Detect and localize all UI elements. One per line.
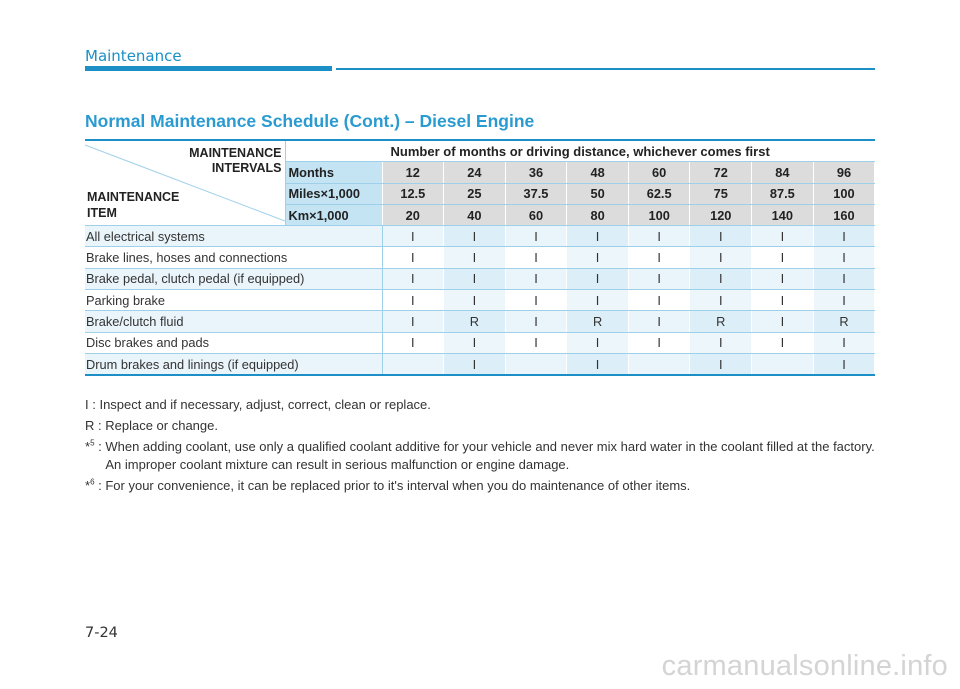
schedule-cell: I [567, 268, 629, 289]
schedule-cell: I [628, 311, 690, 332]
watermark: carmanualsonline.info [661, 650, 948, 682]
schedule-cell: I [752, 332, 814, 353]
legend-note-replace: R : Replace or change. [85, 418, 218, 433]
schedule-cell: I [628, 247, 690, 268]
page-number: 7-24 [85, 625, 118, 641]
item-name: Drum brakes and linings (if equipped) [85, 353, 382, 375]
interval-value: 12.5 [382, 183, 444, 204]
table-corner-cell [85, 140, 285, 226]
schedule-cell: I [382, 226, 444, 247]
schedule-cell: I [813, 226, 875, 247]
schedule-cell: I [813, 268, 875, 289]
header-rule-thick [85, 66, 332, 71]
schedule-cell: I [813, 247, 875, 268]
schedule-cell: I [690, 247, 752, 268]
interval-value: 62.5 [628, 183, 690, 204]
schedule-cell: I [813, 332, 875, 353]
interval-value: 24 [444, 162, 506, 183]
schedule-cell: I [505, 311, 567, 332]
interval-value: 120 [690, 204, 752, 225]
header-rule-thin [336, 68, 875, 70]
schedule-cell: I [567, 332, 629, 353]
schedule-cell: I [505, 332, 567, 353]
table-row [85, 353, 875, 375]
schedule-cell [505, 353, 567, 375]
interval-value: 60 [628, 162, 690, 183]
interval-value: 80 [567, 204, 629, 225]
schedule-cell: I [444, 226, 506, 247]
interval-value: 75 [690, 183, 752, 204]
interval-value: 37.5 [505, 183, 567, 204]
interval-value: 140 [752, 204, 814, 225]
schedule-cell: I [567, 290, 629, 311]
table-row [85, 226, 875, 247]
schedule-cell: I [444, 332, 506, 353]
item-name: All electrical systems [85, 226, 382, 247]
table-row [85, 311, 875, 332]
legend-note-inspect: I : Inspect and if necessary, adjust, correct, clean or replace. [85, 397, 431, 412]
item-name: Brake lines, hoses and connections [85, 247, 382, 268]
schedule-cell: I [752, 311, 814, 332]
interval-span-title: Number of months or driving distance, whichever comes first [285, 140, 875, 162]
schedule-cell: I [690, 226, 752, 247]
interval-value: 160 [813, 204, 875, 225]
schedule-cell: R [813, 311, 875, 332]
item-name: Brake/clutch fluid [85, 311, 382, 332]
schedule-cell: I [567, 247, 629, 268]
interval-unit-label: Km×1,000 [285, 204, 382, 225]
item-name: Parking brake [85, 290, 382, 311]
schedule-cell: I [690, 353, 752, 375]
schedule-cell: I [752, 226, 814, 247]
maintenance-schedule-table [85, 139, 875, 376]
interval-value: 100 [813, 183, 875, 204]
interval-value: 60 [505, 204, 567, 225]
page-title: Normal Maintenance Schedule (Cont.) – Diesel Engine [85, 111, 535, 131]
interval-value: 84 [752, 162, 814, 183]
schedule-cell: R [567, 311, 629, 332]
footnote-5: *$^5$ : When adding coolant, use only a qualified coolant additive for your vehicle and never mix hard water in the coolant filled at the factory. An improper coolant mixture can result in serious malfunction or engine damage. [85, 438, 875, 472]
interval-value: 12 [382, 162, 444, 183]
interval-unit-label: Months [285, 162, 382, 183]
schedule-cell: I [444, 247, 506, 268]
schedule-cell: I [628, 290, 690, 311]
schedule-cell: I [382, 247, 444, 268]
interval-unit-label: Miles×1,000 [285, 183, 382, 204]
interval-value: 100 [628, 204, 690, 225]
schedule-cell: I [382, 290, 444, 311]
schedule-cell: I [628, 268, 690, 289]
legend-notes [85, 396, 875, 498]
schedule-cell: I [690, 268, 752, 289]
schedule-cell: I [567, 353, 629, 375]
schedule-cell: I [505, 268, 567, 289]
schedule-cell: I [444, 268, 506, 289]
interval-value: 72 [690, 162, 752, 183]
footnote-6: *$^6$ : For your convenience, it can be replaced prior to it's interval when you do maintenance of other items. [85, 477, 691, 493]
schedule-cell: R [690, 311, 752, 332]
schedule-cell: I [382, 268, 444, 289]
table-row [85, 268, 875, 289]
schedule-cell: I [505, 290, 567, 311]
item-name: Brake pedal, clutch pedal (if equipped) [85, 268, 382, 289]
schedule-cell: I [752, 247, 814, 268]
schedule-cell: I [813, 353, 875, 375]
table-header-row [85, 140, 875, 162]
schedule-cell [382, 353, 444, 375]
schedule-cell: I [444, 353, 506, 375]
section-label: Maintenance [85, 47, 182, 65]
schedule-cell: I [752, 268, 814, 289]
schedule-cell: I [505, 247, 567, 268]
schedule-cell: R [444, 311, 506, 332]
table-row [85, 332, 875, 353]
interval-value: 20 [382, 204, 444, 225]
table-row [85, 290, 875, 311]
schedule-cell: I [382, 311, 444, 332]
table-row [85, 247, 875, 268]
item-name: Disc brakes and pads [85, 332, 382, 353]
schedule-cell: I [813, 290, 875, 311]
corner-label-item: MAINTENANCE ITEM [87, 190, 180, 220]
corner-label-intervals: MAINTENANCE INTERVALS [189, 146, 282, 175]
schedule-cell: I [505, 226, 567, 247]
schedule-cell [752, 353, 814, 375]
schedule-cell: I [752, 290, 814, 311]
schedule-cell: I [690, 332, 752, 353]
interval-value: 36 [505, 162, 567, 183]
schedule-cell: I [444, 290, 506, 311]
interval-value: 40 [444, 204, 506, 225]
schedule-cell: I [628, 332, 690, 353]
interval-value: 48 [567, 162, 629, 183]
interval-value: 87.5 [752, 183, 814, 204]
schedule-cell [628, 353, 690, 375]
interval-value: 25 [444, 183, 506, 204]
interval-value: 96 [813, 162, 875, 183]
schedule-cell: I [690, 290, 752, 311]
interval-value: 50 [567, 183, 629, 204]
schedule-cell: I [567, 226, 629, 247]
schedule-cell: I [382, 332, 444, 353]
schedule-cell: I [628, 226, 690, 247]
